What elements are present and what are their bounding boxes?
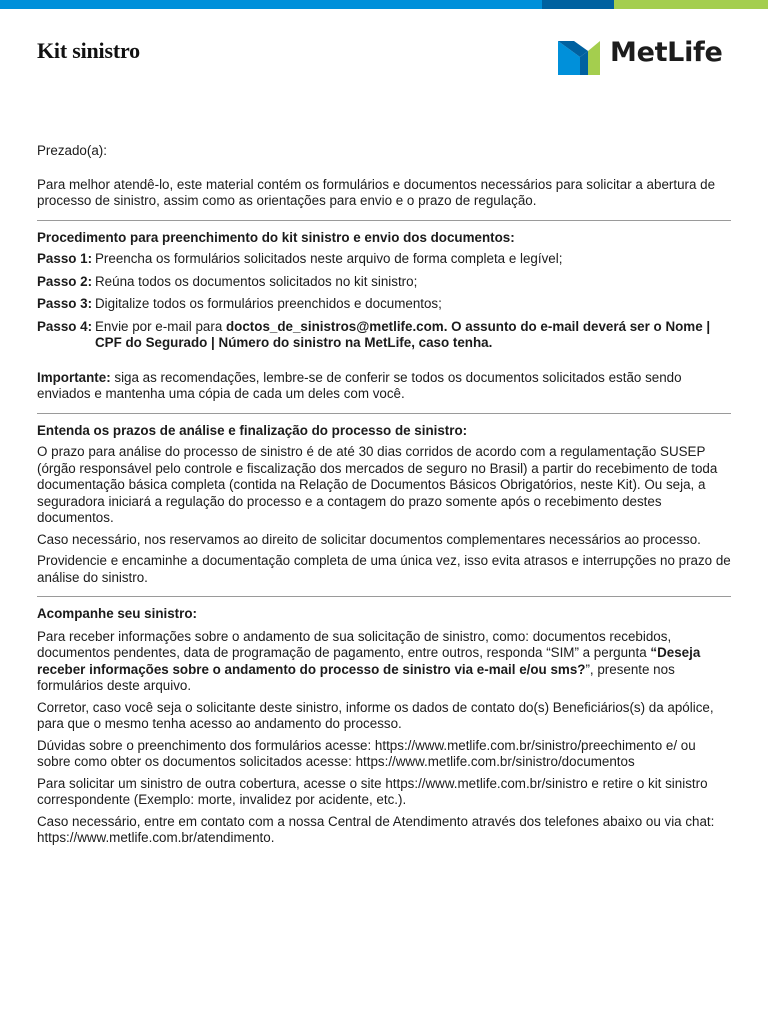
section-divider xyxy=(37,220,731,221)
tracking-paragraph: Dúvidas sobre o preenchimento dos formulários acesse: https://www.metlife.com.br/sinistro/preechimento e/ ou sobre como obter os documentos solicitados acesse: https://www.metlife.com.br/sinistro/documentos xyxy=(37,737,696,769)
bar-segment-blue xyxy=(0,0,542,9)
step-text: Digitalize todos os formulários preenchidos e documentos; xyxy=(95,296,442,311)
top-color-bar xyxy=(0,0,768,9)
intro-paragraph: Para melhor atendê-lo, este material contém os formulários e documentos necessários para solicitar a abertura de processo de sinistro, assim como as orientações para envio e o prazo de regulação. xyxy=(37,176,716,208)
document-body xyxy=(37,143,731,847)
tracking-text-suffix: ”, presente nos formulários deste arquivo. xyxy=(37,661,675,693)
step-label: Passo 3: xyxy=(37,296,93,311)
step-text: Preencha os formulários solicitados neste arquivo de forma completa e legível; xyxy=(95,251,563,266)
tracking-text: Para receber informações sobre o andamento de sua solicitação de sinistro, como: documentos recebidos, documentos pendentes, data de programação de pagamento, entre outros, responda “SIM” a pergunta xyxy=(37,628,672,660)
metlife-logo-icon xyxy=(558,37,602,75)
bar-segment-dark-blue xyxy=(542,0,614,9)
tracking-question: “Deseja receber informações sobre o andamento do processo de sinistro via e-mail e/ou sms? xyxy=(37,645,701,677)
step-3 xyxy=(37,296,731,313)
step-1 xyxy=(37,251,731,268)
tracking-paragraph: Para solicitar um sinistro de outra cobertura, acesse o site https://www.metlife.com.br/sinistro e retire o kit sinistro correspondente (Exemplo: morte, invalidez por acidente, etc.). xyxy=(37,775,708,807)
important-text: siga as recomendações, lembre-se de conferir se todos os documentos solicitados estão sendo enviados e mantenha uma cópia de cada um deles com você. xyxy=(37,369,682,401)
metlife-wordmark: MetLife xyxy=(610,37,723,68)
tracking-heading: Acompanhe seu sinistro: xyxy=(37,606,197,621)
tracking-paragraph xyxy=(37,629,731,695)
bar-segment-green xyxy=(614,0,768,9)
deadlines-paragraph: O prazo para análise do processo de sinistro é de até 30 dias corridos de acordo com a regulamentação SUSEP (órgão responsável pelo controle e fiscalização dos mercados de seguro no Brasil) a partir do recebimento de toda documentação básica completa (contida na Relação de Documentos Básicos Obrigatórios, neste Kit). Ou seja, a seguradora iniciará a regulação do processo e a contagem do prazo somente após o recebimento destes documentos. xyxy=(37,444,718,525)
important-note xyxy=(37,370,731,403)
page-title: Kit sinistro xyxy=(37,38,140,63)
step-2 xyxy=(37,274,731,291)
tracking-paragraph: Corretor, caso você seja o solicitante deste sinistro, informe os dados de contato do(s) Beneficiários(s) da apólice, para que o mesmo tenha acesso ao andamento do processo. xyxy=(37,699,714,731)
important-label: Importante: xyxy=(37,369,111,385)
email-instruction: doctos_de_sinistros@metlife.com. O assunto do e-mail deverá ser o Nome | CPF do Segurado | Número do sinistro na MetLife, caso tenha. xyxy=(95,318,711,350)
step-label: Passo 2: xyxy=(37,273,93,289)
step-label: Passo 1: xyxy=(37,251,93,266)
step-4 xyxy=(37,319,731,352)
step-text: Reúna todos os documentos solicitados no kit sinistro; xyxy=(95,273,418,289)
deadlines-paragraph: Caso necessário, nos reservamos ao direito de solicitar documentos complementares necessários ao processo. xyxy=(37,531,701,547)
step-text-prefix: Envie por e-mail para xyxy=(95,318,226,334)
greeting: Prezado(a): xyxy=(37,143,107,158)
step-text xyxy=(95,319,731,352)
tracking-paragraph: Caso necessário, entre em contato com a nossa Central de Atendimento através dos telefones abaixo ou via chat: https://www.metlife.com.br/atendimento. xyxy=(37,813,715,845)
procedure-heading: Procedimento para preenchimento do kit sinistro e envio dos documentos: xyxy=(37,229,515,245)
section-divider xyxy=(37,413,731,414)
deadlines-paragraph: Providencie e encaminhe a documentação completa de uma única vez, isso evita atrasos e interrupções no prazo de análise do sinistro. xyxy=(37,553,731,585)
section-divider xyxy=(37,596,731,597)
deadlines-heading: Entenda os prazos de análise e finalização do processo de sinistro: xyxy=(37,422,468,438)
step-label: Passo 4: xyxy=(37,318,93,334)
